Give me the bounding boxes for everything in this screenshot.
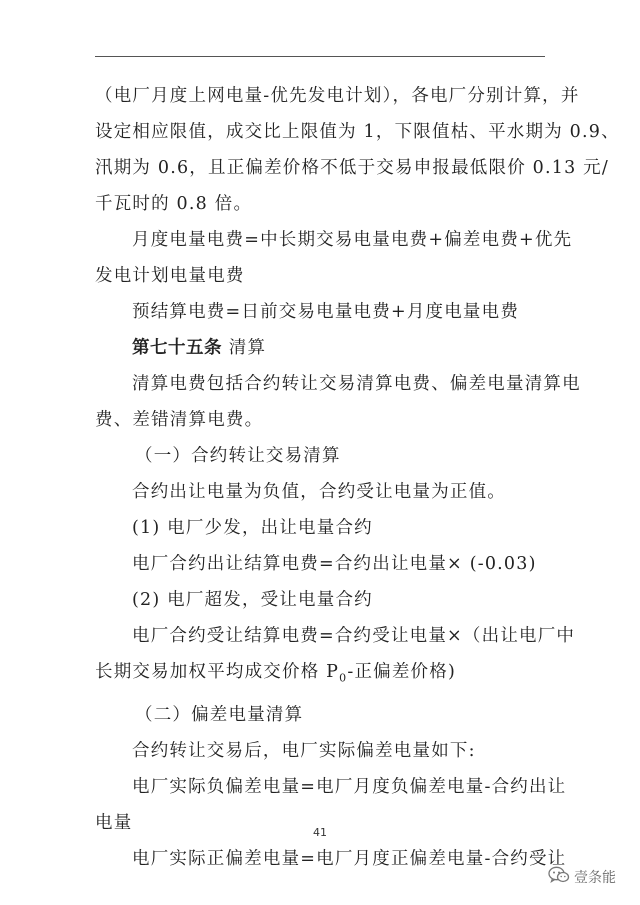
section-heading: （二）偏差电量清算 xyxy=(135,704,304,725)
body-line: 费、差错清算电费。 xyxy=(95,410,264,430)
body-line: 合约出让电量为负值，合约受让电量为正值。 xyxy=(132,482,506,502)
formula-line: 电厂实际正偏差电量=电厂月度正偏差电量-合约受让 xyxy=(132,848,567,869)
body-line: 电量 xyxy=(95,812,133,833)
body-line: 汛期为 0.6，且正偏差价格不低于交易申报最低限价 0.13 元/ xyxy=(95,158,609,178)
article-number: 第七十五条 xyxy=(132,338,222,358)
body-line: （电厂月度上网电量-优先发电计划），各电厂分别计算，并 xyxy=(95,86,580,106)
body-line: 合约转让交易后，电厂实际偏差电量如下: xyxy=(132,740,476,761)
price-line-before: 长期交易加权平均成交价格 P xyxy=(95,662,340,682)
price-line-after: -正偏差价格) xyxy=(347,662,456,682)
wechat-icon xyxy=(548,866,570,888)
body-line: (2) 电厂超发，受让电量合约 xyxy=(132,590,373,610)
body-line: 清算电费包括合约转让交易清算电费、偏差电量清算电 xyxy=(132,374,581,394)
watermark-text: 壹条能 xyxy=(574,870,616,886)
formula-line: 电厂合约出让结算电费=合约出让电量× (-0.03) xyxy=(132,554,537,574)
header-rule xyxy=(95,56,545,57)
body-line: 月度电量电费=中长期交易电量电费+偏差电费+优先 xyxy=(132,230,573,250)
watermark xyxy=(548,866,616,888)
formula-line: 电厂合约受让结算电费=合约受让电量×（出让电厂中 xyxy=(132,626,576,646)
document-body xyxy=(95,78,620,877)
article-title: 清算 xyxy=(228,338,267,358)
body-line: 发电计划电量电费 xyxy=(95,266,245,286)
section-heading: （一）合约转让交易清算 xyxy=(135,446,341,466)
price-subscript: 0 xyxy=(339,671,348,685)
page-number: 41 xyxy=(313,826,327,839)
article-heading xyxy=(95,330,550,366)
formula-line: 电厂实际负偏差电量=电厂月度负偏差电量-合约出让 xyxy=(132,776,567,797)
body-line: 千瓦时的 0.8 倍。 xyxy=(95,194,253,214)
body-line: 设定相应限值，成交比上限值为 1，下限值枯、平水期为 0.9、 xyxy=(95,122,620,142)
body-line: 预结算电费=日前交易电量电费+月度电量电费 xyxy=(132,302,520,322)
body-line: (1) 电厂少发，出让电量合约 xyxy=(132,518,373,538)
price-line xyxy=(95,654,550,697)
